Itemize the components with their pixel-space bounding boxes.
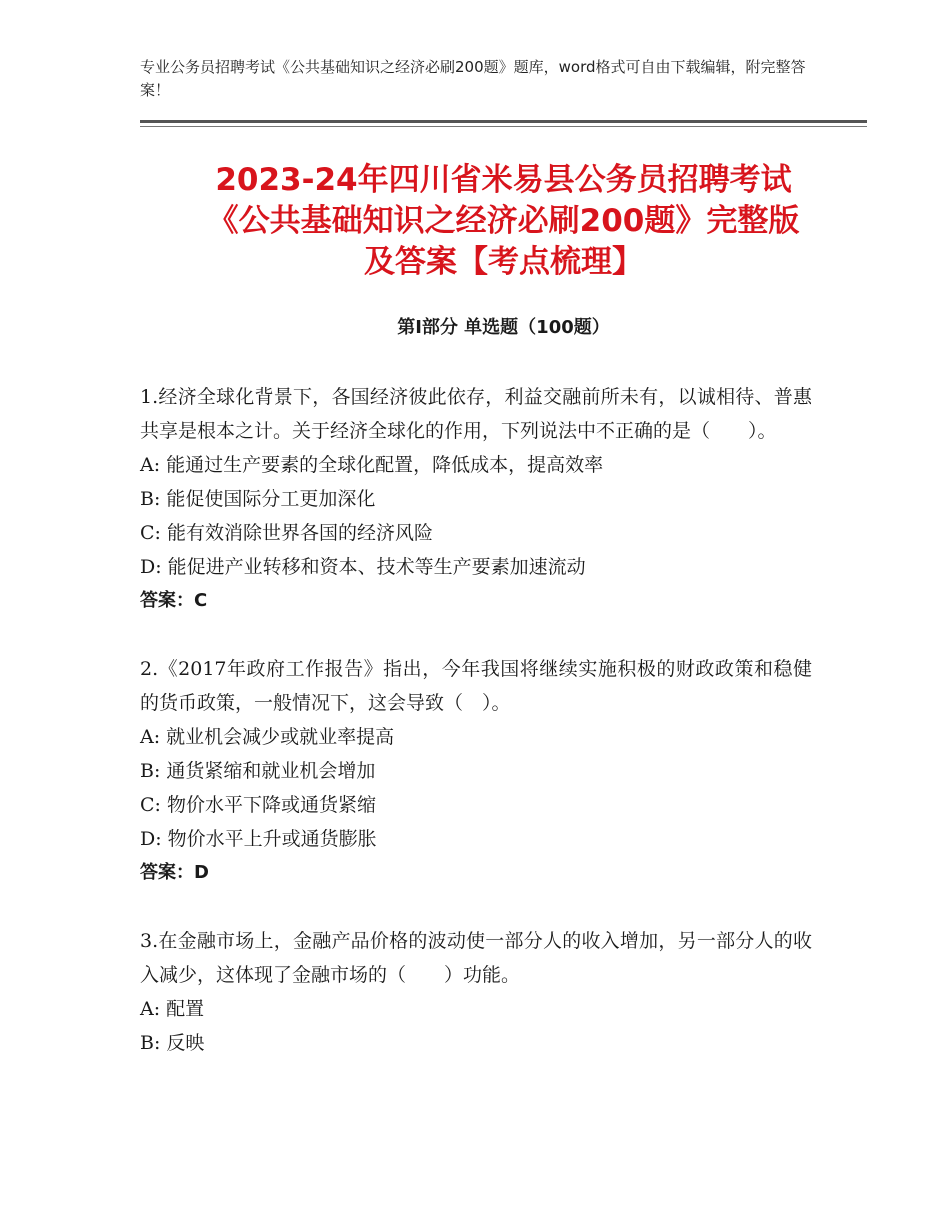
question-stem: 1.经济全球化背景下，各国经济彼此依存，利益交融前所未有，以诚相待、普惠共享是根本之计。关于经济全球化的作用，下列说法中不正确的是（ ）。	[140, 386, 812, 442]
option-d: D: 能促进产业转移和资本、技术等生产要素加速流动	[140, 556, 586, 578]
option-c: C: 物价水平下降或通货紧缩	[140, 794, 376, 816]
option-c: C: 能有效消除世界各国的经济风险	[140, 522, 433, 544]
header-note: 专业公务员招聘考试《公共基础知识之经济必刷200题》题库，word格式可自由下载编辑，附完整答案！	[140, 58, 806, 99]
option-b: B: 能促使国际分工更加深化	[140, 488, 376, 510]
question-3	[140, 924, 812, 1060]
title-line-2: 《公共基础知识之经济必刷200题》完整版	[207, 203, 800, 239]
option-a: A: 配置	[140, 998, 205, 1020]
section-heading: 第Ⅰ部分 单选题（100题）	[397, 317, 610, 338]
answer: 答案：C	[140, 590, 208, 611]
title-line-3: 及答案【考点梳理】	[364, 244, 643, 280]
option-d: D: 物价水平上升或通货膨胀	[140, 828, 377, 850]
option-b: B: 反映	[140, 1032, 205, 1054]
header-rule-thick	[140, 120, 867, 123]
question-list	[140, 380, 812, 1094]
question-stem: 2.《2017年政府工作报告》指出，今年我国将继续实施积极的财政政策和稳健的货币政策，一般情况下，这会导致（ ）。	[140, 658, 812, 714]
option-b: B: 通货紧缩和就业机会增加	[140, 760, 376, 782]
title-line-1: 2023-24年四川省米易县公务员招聘考试	[215, 162, 792, 198]
header-rule-thin	[140, 126, 867, 127]
answer: 答案：D	[140, 862, 209, 883]
question-1	[140, 380, 812, 618]
option-a: A: 就业机会减少或就业率提高	[140, 726, 395, 748]
question-stem: 3.在金融市场上，金融产品价格的波动使一部分人的收入增加，另一部分人的收入减少，这体现了金融市场的（ ）功能。	[140, 930, 812, 986]
question-2	[140, 652, 812, 890]
document-title	[140, 160, 867, 283]
option-a: A: 能通过生产要素的全球化配置，降低成本，提高效率	[140, 454, 604, 476]
